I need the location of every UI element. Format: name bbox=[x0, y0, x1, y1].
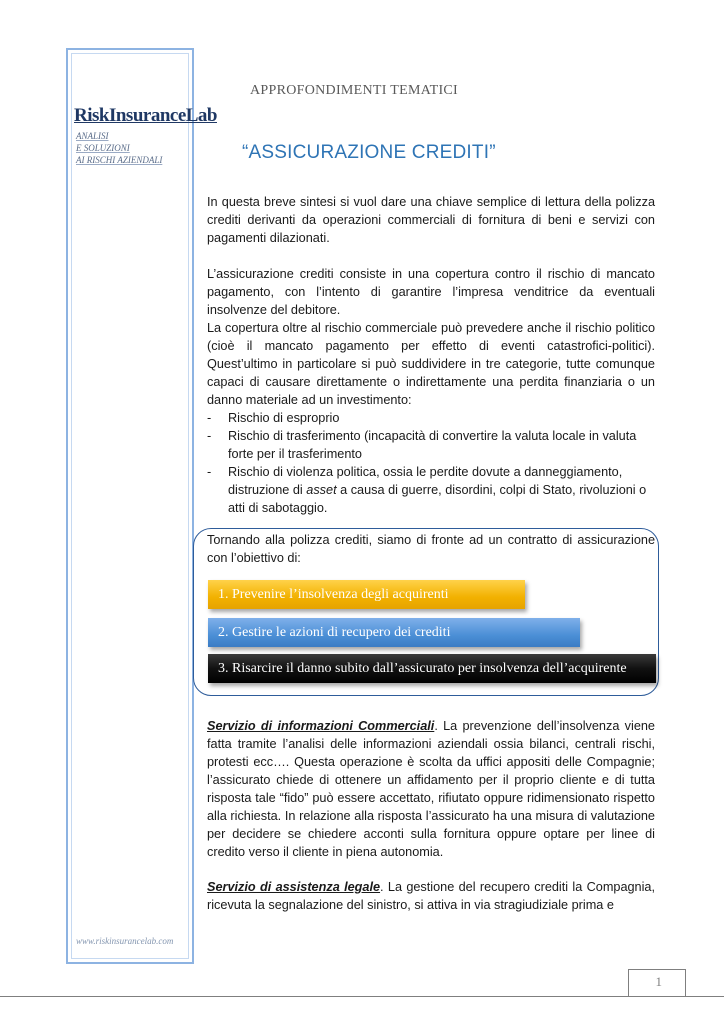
objectives-intro: Tornando alla polizza crediti, siamo di fronte ad un contratto di assicurazione con l’obiettivo di: bbox=[207, 533, 655, 565]
website-link[interactable]: www.riskinsurancelab.com bbox=[76, 936, 174, 946]
list-dash: - bbox=[207, 411, 212, 425]
political-risk-paragraph: La copertura oltre al rischio commerciale può prevedere anche il rischio politico (cioè il mancato pagamento per effetto di eventi catastrofici-politici). Quest’ultimo in particolare si può suddividere in tre categorie, tutte comunque capaci di causare direttamente o indirettamente una perdita finanziaria o un danno materiale ad un investimento: bbox=[207, 321, 655, 407]
sidebar bbox=[66, 48, 217, 964]
list-dash: - bbox=[207, 465, 212, 479]
info-service-heading: Servizio di informazioni Commerciali bbox=[207, 719, 435, 733]
tagline-line: E SOLUZIONI bbox=[76, 143, 130, 153]
sidebar-frame bbox=[71, 53, 189, 959]
tagline-line: ANALISI bbox=[76, 131, 109, 141]
logo-tagline bbox=[76, 130, 162, 166]
tagline-line: AI RISCHI AZIENDALI bbox=[76, 155, 163, 165]
section-label: APPROFONDIMENTI TEMATICI bbox=[250, 83, 459, 98]
risk-list bbox=[207, 409, 655, 517]
list-item-text: Rischio di violenza politica, ossia le perdite dovute a danneggiamento, distruzione di bbox=[228, 465, 623, 497]
document-title: “ASSICURAZIONE CREDITI” bbox=[242, 142, 496, 163]
list-item bbox=[207, 427, 655, 463]
list-item bbox=[207, 409, 655, 427]
list-dash: - bbox=[207, 429, 212, 443]
list-item bbox=[207, 463, 655, 517]
list-item-text: Rischio di trasferimento (incapacità di convertire la valuta locale in valuta forte per il trasferimento bbox=[228, 429, 637, 461]
info-service-text: . La prevenzione dell’insolvenza viene fatta tramite l’analisi delle informazioni aziendali ossia bilanci, centrali rischi, protesti ecc…. Questa operazione è scolta da uffici appositi delle Compagnie; l’assicurato chiede di ottenere un affidamento per il proprio cliente e di tutta risposta tale “fido” può essere accettato, rifiutato oppure ridimensionato rispetto alla richiesta. In relazione alla risposta l’assicurato ha una misura di valutazione per decidere se chiedere acconti sulla fornitura oppure optare per linee di credito verso il cliente in piena autonomia. bbox=[207, 719, 655, 859]
legal-service-text: . La gestione del recupero crediti la Compagnia, ricevuta la segnalazione del sinistro, si attiva in via stragiudiziale prima e bbox=[207, 880, 656, 912]
info-service-paragraph bbox=[207, 717, 655, 861]
legal-service-paragraph bbox=[207, 878, 655, 914]
objective-manage: 2. Gestire le azioni di recupero dei crediti bbox=[208, 618, 580, 647]
definition-paragraph: L’assicurazione crediti consiste in una copertura contro il rischio di mancato pagamento, con l’intento di garantire l’impresa venditrice da eventuali insolvenze del debitore. bbox=[207, 267, 655, 317]
objective-prevent: 1. Prevenire l’insolvenza degli acquirenti bbox=[208, 580, 525, 609]
logo: RiskInsuranceLab bbox=[74, 105, 217, 126]
list-item-text-end: a causa di guerre, disordini, colpi di Stato, rivoluzioni o atti di sabotaggio. bbox=[228, 483, 647, 515]
footer-divider bbox=[0, 996, 724, 997]
list-item-italic: asset bbox=[306, 483, 337, 497]
legal-service-heading: Servizio di assistenza legale bbox=[207, 880, 381, 894]
objective-compensate: 3. Risarcire il danno subito dall’assicurato per insolvenza dell’acquirente bbox=[208, 654, 656, 683]
page-number: 1 bbox=[655, 974, 662, 989]
list-item-text: Rischio di esproprio bbox=[228, 411, 340, 425]
intro-paragraph: In questa breve sintesi si vuol dare una chiave semplice di lettura della polizza crediti derivanti da operazioni commerciali di fornitura di beni e servizi con pagamenti dilazionati. bbox=[207, 195, 655, 245]
